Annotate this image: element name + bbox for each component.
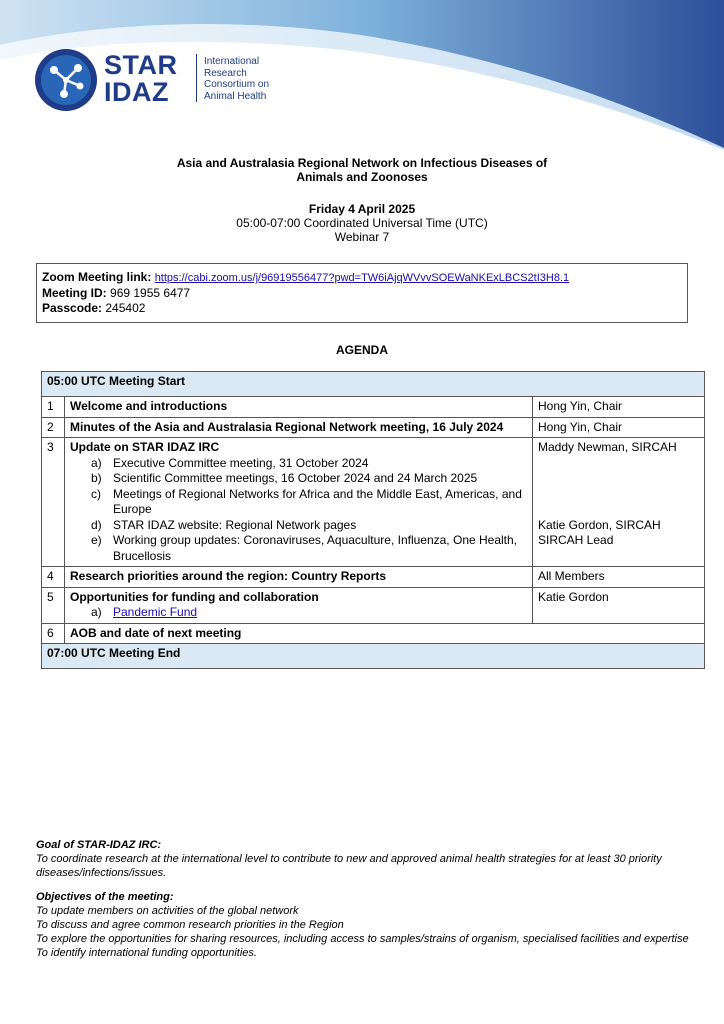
passcode-row	[42, 301, 683, 316]
subitem-text: STAR IDAZ website: Regional Network pages	[113, 517, 357, 532]
agenda-item-presenter: Katie Gordon	[533, 587, 705, 623]
subitem-text: Working group updates: Coronaviruses, Aquaculture, Influenza, One Health, Brucellosis	[113, 533, 518, 563]
agenda-item-title: AOB and date of next meeting	[65, 623, 705, 644]
logo-word-idaz: IDAZ	[104, 77, 169, 107]
agenda-start-row	[42, 372, 705, 397]
agenda-item-title: Welcome and introductions	[65, 397, 533, 418]
logo-tagline-line: International	[204, 56, 260, 67]
logo-tagline-line: Research	[204, 67, 247, 79]
agenda-row	[42, 417, 705, 438]
meeting-title-line2: Animals and Zoonoses	[296, 170, 428, 184]
agenda-item-cell	[65, 438, 533, 567]
agenda-item-number: 6	[42, 623, 65, 644]
agenda-item-number: 5	[42, 587, 65, 623]
agenda-subitem	[70, 487, 527, 518]
agenda-start: 05:00 UTC Meeting Start	[42, 372, 705, 397]
agenda-subitems	[70, 456, 527, 565]
agenda-end-row	[42, 644, 705, 669]
subitem-letter: b)	[91, 471, 102, 485]
agenda-item-presenter: Maddy Newman, SIRCAH	[538, 440, 677, 454]
agenda-item-presenter: SIRCAH Lead	[538, 533, 614, 547]
agenda-row	[42, 567, 705, 588]
objective-item: To identify international funding opportunities.	[36, 947, 257, 959]
meeting-id-value: 969 1955 6477	[110, 286, 191, 300]
agenda-item-title: Update on STAR IDAZ IRC	[70, 440, 220, 454]
zoom-link[interactable]: https://cabi.zoom.us/j/96919556477?pwd=TW6iAjqWVvvSOEWaNKExLBCS2tI3H8.1	[154, 272, 570, 284]
agenda-subitem	[70, 471, 527, 487]
agenda-item-presenter: Katie Gordon, SIRCAH	[538, 517, 661, 532]
agenda-row	[42, 397, 705, 418]
agenda-item-title: Research priorities around the region: Country Reports	[65, 567, 533, 588]
meeting-time: 05:00-07:00 Coordinated Universal Time (UTC)	[236, 216, 488, 230]
subitem-letter: a)	[91, 455, 102, 470]
agenda-table	[41, 371, 705, 669]
agenda-row	[42, 438, 705, 567]
agenda-item-number: 3	[42, 438, 65, 567]
subitem-text: Scientific Committee meetings, 16 October 2024 and 24 March 2025	[113, 471, 478, 485]
objective-item: To explore the opportunities for sharing resources, including access to samples/strains of organism, specialised facilities and expertise	[36, 933, 689, 945]
pandemic-fund-link[interactable]: Pandemic Fund	[113, 605, 198, 619]
agenda-item-number: 4	[42, 567, 65, 588]
meeting-id-label: Meeting ID:	[42, 286, 107, 300]
agenda-title: AGENDA	[335, 343, 388, 357]
logo-separator	[196, 54, 197, 102]
subitem-letter: d)	[91, 517, 102, 532]
logo-tagline-line: Consortium on	[204, 79, 270, 90]
goal-text: To coordinate research at the international level to contribute to new and approved animal health strategies for at least 30 priority diseases/infections/issues.	[36, 853, 662, 879]
agenda-item-presenter: Hong Yin, Chair	[533, 417, 705, 438]
agenda-item-presenter: Hong Yin, Chair	[533, 397, 705, 418]
agenda-end: 07:00 UTC Meeting End	[42, 644, 705, 669]
agenda-item-number: 1	[42, 397, 65, 418]
subitem-letter: a)	[91, 605, 102, 619]
subitem-letter: e)	[91, 533, 102, 547]
subitem-text: Executive Committee meeting, 31 October 2024	[113, 455, 369, 470]
agenda-row	[42, 623, 705, 644]
agenda-item-cell	[65, 587, 533, 623]
passcode-value: 245402	[105, 301, 146, 315]
logo-tagline-line: Animal Health	[204, 90, 267, 102]
meeting-title	[0, 156, 724, 184]
star-idaz-logo	[34, 48, 304, 112]
agenda-subitems	[70, 605, 527, 621]
zoom-link-label: Zoom Meeting link:	[42, 270, 152, 284]
agenda-item-number: 2	[42, 417, 65, 438]
subitem-letter: c)	[91, 486, 101, 501]
meeting-details	[0, 202, 724, 244]
footer-notes	[36, 838, 700, 960]
objectives-title: Objectives of the meeting:	[36, 891, 174, 903]
logo-molecule-icon	[34, 48, 98, 112]
subitem-text: Meetings of Regional Networks for Africa and the Middle East, Americas, and Europe	[113, 486, 522, 516]
objective-item: To discuss and agree common research priorities in the Region	[36, 919, 344, 931]
logo-word-star: STAR	[104, 50, 178, 80]
objective-item: To update members on activities of the global network	[36, 905, 299, 917]
meeting-date: Friday 4 April 2025	[308, 202, 416, 216]
agenda-subitem	[70, 533, 527, 564]
passcode-label: Passcode:	[42, 301, 103, 315]
goal-title: Goal of STAR-IDAZ IRC:	[36, 839, 162, 851]
zoom-info-box	[36, 263, 688, 323]
agenda-subitem	[70, 605, 527, 621]
agenda-item-presenter-cell	[533, 438, 705, 567]
agenda-row	[42, 587, 705, 623]
agenda-item-title: Opportunities for funding and collaboration	[70, 589, 319, 604]
meeting-id-row	[42, 286, 683, 301]
logo-tagline	[204, 56, 304, 102]
agenda-item-presenter: All Members	[533, 567, 705, 588]
agenda-item-title: Minutes of the Asia and Australasia Regional Network meeting, 16 July 2024	[65, 417, 533, 438]
agenda-subitem	[70, 518, 527, 534]
zoom-link-row	[42, 270, 683, 286]
meeting-title-line1: Asia and Australasia Regional Network on Infectious Diseases of	[176, 156, 548, 170]
agenda-subitem	[70, 456, 527, 472]
meeting-webinar: Webinar 7	[334, 230, 390, 244]
